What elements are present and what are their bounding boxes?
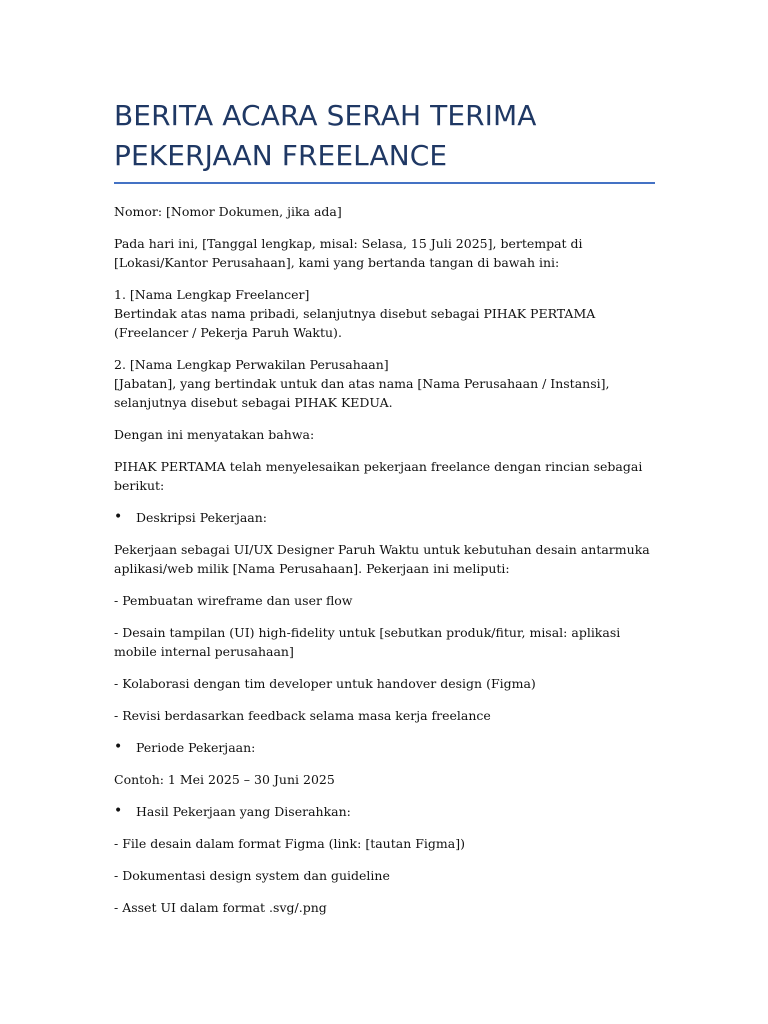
completion-paragraph: PIHAK PERTAMA telah menyelesaikan pekerjaan freelance dengan rincian sebagai berikut: — [114, 459, 643, 493]
document-page — [114, 96, 655, 917]
party-second-name: 2. [Nama Lengkap Perwakilan Perusahaan] — [114, 357, 389, 372]
list-item: - Asset UI dalam format .svg/.png — [114, 900, 327, 915]
bullet-label: Deskripsi Pekerjaan: — [136, 510, 268, 525]
title-line-2: PEKERJAAN FREELANCE — [114, 139, 448, 172]
document-title — [114, 96, 655, 176]
list-item: - Kolaborasi dengan tim developer untuk handover design (Figma) — [114, 676, 536, 691]
list-item: - File desain dalam format Figma (link: [tautan Figma]) — [114, 836, 465, 851]
bullet-label: Periode Pekerjaan: — [136, 740, 256, 755]
work-period-example: Contoh: 1 Mei 2025 – 30 Juni 2025 — [114, 772, 335, 787]
party-first-name: 1. [Nama Lengkap Freelancer] — [114, 287, 310, 302]
list-item: - Desain tampilan (UI) high-fidelity untuk [sebutkan produk/fitur, misal: aplikasi mobile internal perusahaan] — [114, 625, 621, 659]
party-second-description: [Jabatan], yang bertindak untuk dan atas nama [Nama Perusahaan / Instansi], selanjutnya disebut sebagai PIHAK KEDUA. — [114, 376, 610, 410]
bullet-icon: • — [114, 509, 123, 525]
title-underline — [114, 182, 655, 184]
bullet-item-work-period — [114, 738, 655, 757]
list-item: - Pembuatan wireframe dan user flow — [114, 593, 353, 608]
list-item: - Dokumentasi design system dan guideline — [114, 868, 390, 883]
bullet-icon: • — [114, 803, 123, 819]
bullet-item-job-description — [114, 508, 655, 527]
job-description-paragraph: Pekerjaan sebagai UI/UX Designer Paruh Waktu untuk kebutuhan desain antarmuka aplikasi/web milik [Nama Perusahaan]. Pekerjaan ini meliputi: — [114, 542, 650, 576]
party-first-description: Bertindak atas nama pribadi, selanjutnya disebut sebagai PIHAK PERTAMA (Freelancer / Pekerja Paruh Waktu). — [114, 306, 596, 340]
bullet-item-deliverables — [114, 802, 655, 821]
statement-paragraph: Dengan ini menyatakan bahwa: — [114, 427, 315, 442]
document-number: Nomor: [Nomor Dokumen, jika ada] — [114, 204, 342, 219]
bullet-icon: • — [114, 739, 123, 755]
bullet-label: Hasil Pekerjaan yang Diserahkan: — [136, 804, 351, 819]
party-second — [114, 355, 655, 412]
title-line-1: BERITA ACARA SERAH TERIMA — [114, 99, 537, 132]
intro-paragraph: Pada hari ini, [Tanggal lengkap, misal: Selasa, 15 Juli 2025], bertempat di [Lokasi/Kantor Perusahaan], kami yang bertanda tangan di bawah ini: — [114, 236, 583, 270]
list-item: - Revisi berdasarkan feedback selama masa kerja freelance — [114, 708, 491, 723]
party-first — [114, 285, 655, 342]
